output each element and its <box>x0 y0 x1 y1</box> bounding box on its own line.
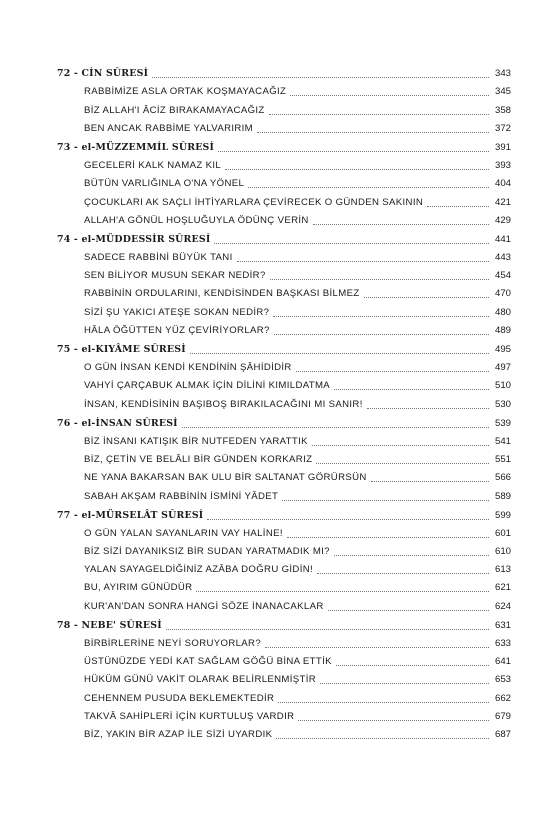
toc-entry[interactable] <box>57 432 511 450</box>
page-number: 610 <box>494 546 511 558</box>
page-number: 393 <box>494 160 511 172</box>
surah-heading[interactable] <box>57 230 511 248</box>
page-number: 530 <box>494 398 511 410</box>
surah-heading[interactable] <box>57 616 511 634</box>
dot-leader <box>166 629 489 630</box>
dot-leader <box>274 334 489 335</box>
page-number: 641 <box>494 656 511 668</box>
toc-entry[interactable] <box>57 652 511 670</box>
toc-entry[interactable] <box>57 284 511 302</box>
entry-title: O GÜN İNSAN KENDİ KENDİNİN ŞÂHİDİDİR <box>84 362 292 374</box>
toc-entry[interactable] <box>57 524 511 542</box>
surah-title: 73 - el-MÜZZEMMİL SÛRESİ <box>57 141 215 153</box>
dot-leader <box>190 353 489 354</box>
entry-title: ÜSTÜNÜZDE YEDİ KAT SAĞLAM GÖĞÜ BİNA ETTİK <box>84 656 332 668</box>
toc-entry[interactable] <box>57 468 511 486</box>
toc-entry[interactable] <box>57 670 511 688</box>
page-number: 391 <box>494 141 511 153</box>
page-number: 443 <box>494 252 511 264</box>
dot-leader <box>328 610 489 611</box>
dot-leader <box>207 519 489 520</box>
entry-title: SİZİ ŞU YAKICI ATEŞE SOKAN NEDİR? <box>84 306 270 318</box>
toc-section <box>57 64 511 137</box>
page-number: 441 <box>494 233 511 245</box>
entry-list <box>57 82 511 137</box>
surah-heading[interactable] <box>57 340 511 358</box>
page-number: 541 <box>494 435 511 447</box>
page-number: 621 <box>494 582 511 594</box>
toc-entry[interactable] <box>57 82 511 100</box>
toc-entry[interactable] <box>57 542 511 560</box>
entry-title: BİZ SİZİ DAYANIKSIZ BİR SUDAN YARATMADIK MI? <box>84 546 330 558</box>
entry-title: ALLAH'A GÖNÜL HOŞLUĞUYLA ÖDÜNÇ VERİN <box>84 214 309 226</box>
toc-section <box>57 340 511 413</box>
entry-title: ÇOCUKLARI AK SAÇLI İHTİYARLARA ÇEVİRECEK O GÜNDEN SAKININ <box>84 196 424 208</box>
dot-leader <box>367 408 489 409</box>
entry-list <box>57 248 511 339</box>
page-number: 601 <box>494 527 511 539</box>
surah-heading[interactable] <box>57 64 511 82</box>
entry-title: GECELERİ KALK NAMAZ KIL <box>84 160 222 172</box>
dot-leader <box>364 297 489 298</box>
dot-leader <box>296 371 489 372</box>
toc-entry[interactable] <box>57 596 511 614</box>
page-number: 497 <box>494 362 511 374</box>
surah-heading[interactable] <box>57 506 511 524</box>
dot-leader <box>427 206 489 207</box>
dot-leader <box>273 316 489 317</box>
dot-leader <box>290 95 489 96</box>
page-number: 510 <box>494 380 511 392</box>
entry-list <box>57 432 511 505</box>
entry-title: BİRBİRLERİNE NEYİ SORUYORLAR? <box>84 638 262 649</box>
entry-title: VAHYİ ÇARÇABUK ALMAK İÇİN DİLİNİ KIMILDATMA <box>84 380 331 392</box>
toc-entry[interactable] <box>57 634 511 652</box>
toc-section <box>57 616 511 743</box>
page-number: 613 <box>494 564 511 576</box>
toc-entry[interactable] <box>57 174 511 192</box>
page-number: 343 <box>494 68 511 80</box>
toc-entry[interactable] <box>57 302 511 320</box>
toc-entry[interactable] <box>57 450 511 468</box>
page-number: 624 <box>494 600 511 612</box>
entry-title: RABBİMİZE ASLA ORTAK KOŞMAYACAĞIZ <box>84 86 287 98</box>
entry-title: BİZ İNSANI KATIŞIK BİR NUTFEDEN YARATTIK <box>84 435 308 447</box>
dot-leader <box>196 591 489 592</box>
dot-leader <box>248 187 489 188</box>
page-number: 358 <box>494 104 511 116</box>
entry-title: BEN ANCAK RABBİME YALVARIRIM <box>84 122 254 134</box>
dot-leader <box>278 702 489 703</box>
toc-entry[interactable] <box>57 211 511 229</box>
entry-title: BÜTÜN VARLIĞINLA O'NA YÖNEL <box>84 178 245 190</box>
toc-entry[interactable] <box>57 688 511 706</box>
toc-entry[interactable] <box>57 376 511 394</box>
toc-entry[interactable] <box>57 725 511 743</box>
entry-title: BİZ, ÇETİN VE BELÂLI BİR GÜNDEN KORKARIZ <box>84 454 313 466</box>
toc-section <box>57 230 511 339</box>
page-number: 589 <box>494 490 511 502</box>
entry-title: BİZ, YAKIN BİR AZAP İLE SİZİ UYARDIK <box>84 728 273 740</box>
page-number: 480 <box>494 306 511 318</box>
entry-list <box>57 524 511 615</box>
page-number: 489 <box>494 324 511 336</box>
toc-entry[interactable] <box>57 707 511 725</box>
dot-leader <box>257 132 489 133</box>
toc-entry[interactable] <box>57 100 511 118</box>
toc-section <box>57 138 511 229</box>
toc-entry[interactable] <box>57 486 511 504</box>
toc-section <box>57 506 511 615</box>
dot-leader <box>270 279 489 280</box>
entry-title: RABBİNİN ORDULARINI, KENDİSİNDEN BAŞKASI BİLMEZ <box>84 288 360 300</box>
dot-leader <box>298 720 489 721</box>
entry-list <box>57 634 511 743</box>
entry-title: TAKVÂ SAHİPLERİ İÇİN KURTULUŞ VARDIR <box>84 710 295 722</box>
surah-title: 72 - CİN SÛRESİ <box>57 68 149 80</box>
toc-entry[interactable] <box>57 394 511 412</box>
page-number: 631 <box>494 619 511 631</box>
toc-entry[interactable] <box>57 358 511 376</box>
surah-title: 76 - el-İNSAN SÛRESİ <box>57 417 178 429</box>
dot-leader <box>317 573 489 574</box>
page-number: 566 <box>494 472 511 484</box>
page-number: 421 <box>494 196 511 208</box>
dot-leader <box>282 500 489 501</box>
dot-leader <box>237 261 489 262</box>
entry-title: SEN BİLİYOR MUSUN SEKAR NEDİR? <box>84 270 266 282</box>
toc-entry[interactable] <box>57 119 511 137</box>
dot-leader <box>218 151 489 152</box>
entry-title: İNSAN, KENDİSİNİN BAŞIBOŞ BIRAKILACAĞINI MI SANIR! <box>84 398 363 410</box>
dot-leader <box>276 738 489 739</box>
toc-entry[interactable] <box>57 321 511 339</box>
entry-title: NE YANA BAKARSAN BAK ULU BİR SALTANAT GÖRÜRSÜN <box>84 472 367 484</box>
dot-leader <box>320 683 489 684</box>
dot-leader <box>287 537 489 538</box>
dot-leader <box>225 169 489 170</box>
table-of-contents <box>57 64 511 744</box>
page-number: 633 <box>494 638 511 649</box>
page-number: 470 <box>494 288 511 300</box>
toc-entry[interactable] <box>57 578 511 596</box>
page-number: 539 <box>494 417 511 429</box>
page-number: 599 <box>494 509 511 521</box>
dot-leader <box>312 445 489 446</box>
toc-entry[interactable] <box>57 192 511 210</box>
page-number: 679 <box>494 710 511 722</box>
page-number: 662 <box>494 692 511 704</box>
entry-title: HÂLA ÖĞÜTTEN YÜZ ÇEVİRİYORLAR? <box>84 324 270 336</box>
entry-title: SABAH AKŞAM RABBİNİN İSMİNİ YÂDET <box>84 490 279 502</box>
page-number: 495 <box>494 344 511 355</box>
dot-leader <box>313 224 489 225</box>
entry-title: SADECE RABBİNİ BÜYÜK TANI <box>84 252 233 264</box>
entry-title: CEHENNEM PUSUDA BEKLEMEKTEDİR <box>84 692 275 704</box>
toc-entry[interactable] <box>57 156 511 174</box>
surah-heading[interactable] <box>57 414 511 432</box>
entry-list <box>57 358 511 413</box>
toc-section <box>57 414 511 505</box>
entry-title: KUR'AN'DAN SONRA HANGİ SÖZE İNANACAKLAR <box>84 600 324 612</box>
surah-title: 77 - el-MÜRSELÂT SÛRESİ <box>57 509 204 521</box>
entry-title: BU, AYIRIM GÜNÜDÜR <box>84 582 193 594</box>
page-number: 345 <box>494 86 511 98</box>
dot-leader <box>334 555 489 556</box>
entry-title: HÜKÜM GÜNÜ VAKİT OLARAK BELİRLENMİŞTİR <box>84 674 317 686</box>
page-number: 687 <box>494 728 511 740</box>
entry-title: YALAN SAYAGELDİĞİNİZ AZÂBA DOĞRU GİDİN! <box>84 564 314 576</box>
page-number: 429 <box>494 214 511 226</box>
dot-leader <box>316 463 489 464</box>
dot-leader <box>152 77 489 78</box>
page-number: 551 <box>494 454 511 466</box>
page-number: 372 <box>494 122 511 134</box>
entry-title: O GÜN YALAN SAYANLARIN VAY HALİNE! <box>84 527 283 539</box>
dot-leader <box>182 427 489 428</box>
surah-title: 75 - el-KIYÂME SÛRESİ <box>57 344 186 355</box>
entry-list <box>57 156 511 229</box>
dot-leader <box>265 647 489 648</box>
dot-leader <box>336 665 489 666</box>
dot-leader <box>334 389 489 390</box>
surah-title: 78 - NEBE' SÛRESİ <box>57 619 162 631</box>
toc-entry[interactable] <box>57 560 511 578</box>
toc-entry[interactable] <box>57 248 511 266</box>
toc-entry[interactable] <box>57 266 511 284</box>
surah-heading[interactable] <box>57 138 511 156</box>
surah-title: 74 - el-MÜDDESSİR SÛRESİ <box>57 233 211 245</box>
dot-leader <box>371 481 489 482</box>
page-number: 404 <box>494 178 511 190</box>
dot-leader <box>214 243 489 244</box>
page-number: 653 <box>494 674 511 686</box>
page-number: 454 <box>494 270 511 282</box>
dot-leader <box>269 114 489 115</box>
entry-title: BİZ ALLAH'I ÂCİZ BIRAKAMAYACAĞIZ <box>84 104 265 116</box>
